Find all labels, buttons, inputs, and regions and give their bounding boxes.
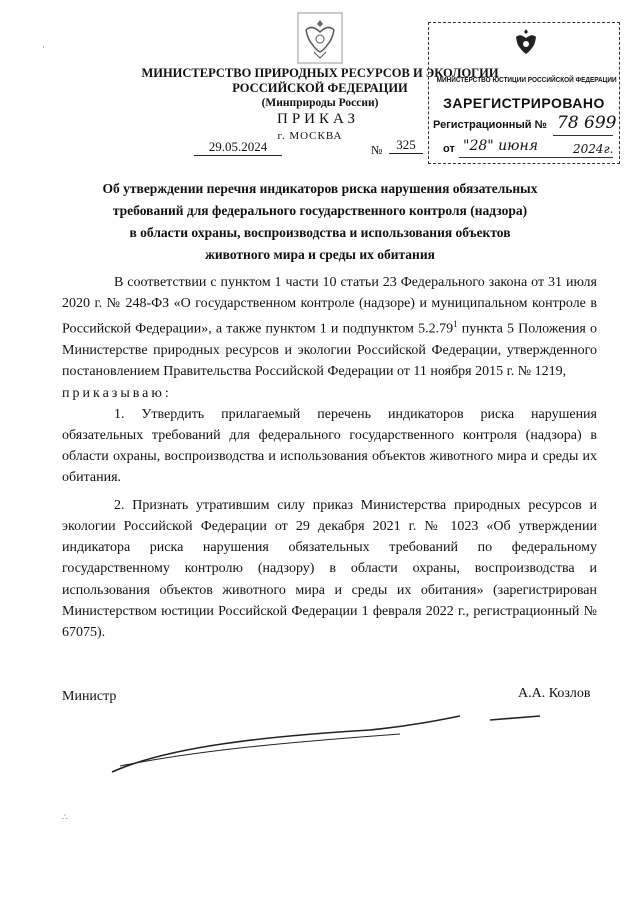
document-title (60, 178, 580, 266)
signer-name: А.А. Козлов (518, 686, 591, 701)
stamp-reg-date: "28" июня (463, 138, 538, 154)
stamp-underline (459, 157, 613, 158)
ministry-short-name: (Минприроды России) (261, 97, 379, 109)
handwritten-signature (110, 706, 540, 776)
coat-of-arms-emblem (297, 12, 343, 64)
order-word: ПРИКАЗ (277, 111, 359, 127)
number-sign: № (371, 143, 383, 157)
title-line: требований для федерального государственного контроля (надзора) (112, 203, 528, 218)
title-line: животного мира и среды их обитания (205, 247, 435, 262)
order-verb: приказываю: (62, 385, 172, 401)
title-line: Об утверждении перечня индикаторов риска нарушения обязательных (102, 181, 538, 196)
city: г. МОСКВА (277, 130, 343, 142)
footnote-mark: 1 (453, 319, 458, 330)
item-1-paragraph: 1. Утвердить прилагаемый перечень индикаторов риска нарушения обязательных требований для федерального государственного контроля (надзора) в области охраны, воспроизводства и использования объектов животного мира и среды их обитания. (62, 406, 597, 486)
order-date: 29.05.2024 (194, 139, 282, 156)
preamble-text: пункта 5 Положения о Министерстве природных ресурсов и экологии Российской Федерации, утвержденного постановлением Правительства Российской Федерации от 11 ноября 2015 г. № 1219, (62, 322, 598, 380)
stamp-registered: ЗАРЕГИСТРИРОВАНО (443, 95, 605, 111)
preamble-paragraph (62, 272, 597, 383)
preamble-text: В соответствии с пунктом 1 части 10 статьи 23 Федерального закона от 31 июля 2020 г. № 248-ФЗ «О государственном контроле (надзоре) и муниципальном контроле в Российской Федерации», а также пунктом 1 и подпунктом 5.2.79 (62, 275, 597, 338)
stamp-from-label: от (443, 143, 455, 155)
stamp-reg-year: 2024г. (573, 142, 614, 156)
signer-position: Министр (62, 689, 117, 704)
ministry-name-line2: РОССИЙСКОЙ ФЕДЕРАЦИИ (232, 81, 408, 95)
scan-artifact: · (42, 42, 45, 52)
stamp-underline (553, 135, 613, 136)
registration-stamp (428, 22, 620, 164)
ministry-name-line1: МИНИСТЕРСТВО ПРИРОДНЫХ РЕСУРСОВ И ЭКОЛОГИИ (141, 66, 499, 80)
title-line: в области охраны, воспроизводства и использования объектов (129, 225, 511, 240)
order-number: 325 (389, 137, 423, 154)
stamp-emblem-icon (513, 27, 539, 61)
stamp-reg-number: 78 699 (557, 113, 617, 133)
scan-artifact: ∴ (62, 812, 68, 822)
stamp-reg-label: Регистрационный № (433, 119, 547, 131)
document-body (62, 272, 597, 643)
item-2-paragraph: 2. Признать утратившим силу приказ Министерства природных ресурсов и экологии Российской Федерации от 29 декабря 2021 г. № 1023 «Об утверждении индикатора риска нарушения обязательных требований по федеральному государственному контролю (надзору) в области охраны, воспроизводства и использования объектов животного мира и среды их обитания» (зарегистрирован Министерством юстиции Российской Федерации 1 февраля 2022 г., регистрационный № 67075). (62, 497, 597, 640)
stamp-ministry: МИНИСТЕРСТВО ЮСТИЦИИ РОССИЙСКОЙ ФЕДЕРАЦИИ (436, 77, 617, 84)
